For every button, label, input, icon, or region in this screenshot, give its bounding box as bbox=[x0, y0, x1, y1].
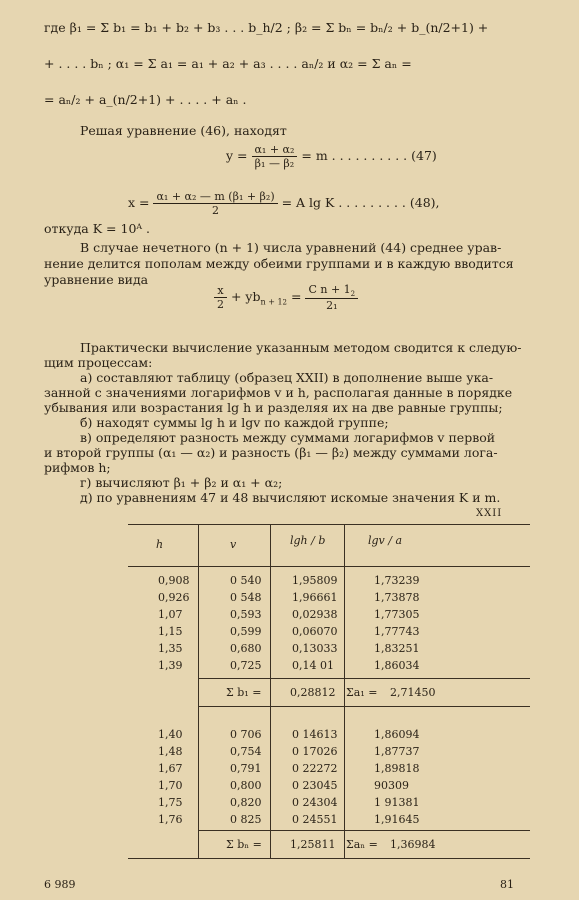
group1-row-6-lgh: 0,14 01 bbox=[292, 659, 334, 672]
sum2-b-value: 1,25811 bbox=[290, 838, 336, 851]
group1-row-5-lgh: 0,13033 bbox=[292, 642, 338, 655]
group1-row-1-lgv: 1,73239 bbox=[374, 574, 420, 587]
table-col-divider-2 bbox=[270, 524, 271, 859]
group2-row-3-lgh: 0 22272 bbox=[292, 762, 338, 775]
odd-eq-c-denominator: 2₁ bbox=[326, 299, 338, 313]
group2-row-1-h: 1,40 bbox=[158, 728, 183, 741]
odd-eq-equals: = bbox=[290, 289, 302, 305]
group1-row-3-lgh: 0,02938 bbox=[292, 608, 338, 621]
table-header-lgh: lgh / b bbox=[290, 534, 326, 547]
table-top-rule bbox=[128, 524, 530, 525]
group2-row-6-v: 0 825 bbox=[230, 813, 262, 826]
group2-row-5-v: 0,820 bbox=[230, 796, 262, 809]
odd-eq-middle-subscript-2: 2 bbox=[282, 298, 287, 307]
practical-line-1: Практически вычисление указанным методом сводится к следую- bbox=[80, 340, 522, 355]
group2-row-4-v: 0,800 bbox=[230, 779, 262, 792]
odd-paragraph-line-1: В случае нечетного (n + 1) числа уравнений (44) среднее урав- bbox=[80, 240, 502, 255]
group2-row-2-v: 0,754 bbox=[230, 745, 262, 758]
eq48-fraction bbox=[153, 190, 277, 217]
eq48-numerator: α₁ + α₂ — m (β₁ + β₂) bbox=[153, 190, 277, 204]
group2-row-4-lgv: 90309 bbox=[374, 779, 409, 792]
group1-row-3-v: 0,593 bbox=[230, 608, 262, 621]
group2-row-1-lgh: 0 14613 bbox=[292, 728, 338, 741]
eq47-fraction bbox=[252, 143, 298, 170]
step-d-line: г) вычисляют β₁ + β₂ и α₁ + α₂; bbox=[80, 475, 283, 490]
group1-row-5-v: 0,680 bbox=[230, 642, 262, 655]
group2-row-6-lgv: 1,91645 bbox=[374, 813, 420, 826]
group2-row-3-lgv: 1,89818 bbox=[374, 762, 420, 775]
table-sum1-bottom-rule bbox=[198, 706, 530, 707]
table-col-divider-3 bbox=[344, 524, 345, 859]
footer-page-number: 81 bbox=[500, 878, 514, 891]
sum2-a-label: Σaₙ = bbox=[346, 838, 378, 851]
eq48-rhs: = A lg K . . . . . . . . . (48), bbox=[281, 195, 440, 210]
table-header-v: v bbox=[230, 538, 237, 551]
group1-row-3-h: 1,07 bbox=[158, 608, 183, 621]
group2-row-5-h: 1,75 bbox=[158, 796, 183, 809]
group1-row-5-lgv: 1,83251 bbox=[374, 642, 420, 655]
sum1-a-label: Σa₁ = bbox=[346, 686, 378, 699]
table-col-divider-1 bbox=[198, 524, 199, 859]
group2-row-6-h: 1,76 bbox=[158, 813, 183, 826]
group1-row-2-lgv: 1,73878 bbox=[374, 591, 420, 604]
step-e-line: д) по уравнениям 47 и 48 вычисляют искомые значения K и m. bbox=[80, 490, 501, 505]
eq47-rhs: = m . . . . . . . . . . (47) bbox=[301, 148, 437, 163]
table-sum1-top-rule bbox=[198, 678, 530, 679]
group2-row-2-h: 1,48 bbox=[158, 745, 183, 758]
group1-row-4-h: 1,15 bbox=[158, 625, 183, 638]
data-table bbox=[128, 524, 530, 860]
odd-eq-x-denominator: 2 bbox=[217, 298, 224, 312]
group2-row-1-lgv: 1,86094 bbox=[374, 728, 420, 741]
group2-row-5-lgv: 1 91381 bbox=[374, 796, 420, 809]
table-bottom-rule bbox=[128, 858, 530, 859]
group1-row-4-lgh: 0,06070 bbox=[292, 625, 338, 638]
group2-row-6-lgh: 0 24551 bbox=[292, 813, 338, 826]
group2-row-3-v: 0,791 bbox=[230, 762, 262, 775]
step-c-line-3: рифмов h; bbox=[44, 460, 111, 475]
group1-row-4-lgv: 1,77743 bbox=[374, 625, 420, 638]
group1-row-6-v: 0,725 bbox=[230, 659, 262, 672]
table-number: XXII bbox=[476, 508, 503, 519]
odd-eq-c-num-subscript: 2 bbox=[350, 290, 356, 299]
odd-eq-middle-subscript: n + 1 bbox=[260, 297, 283, 307]
equation-48 bbox=[128, 190, 440, 217]
whence-line: откуда K = 10ᴬ . bbox=[44, 221, 151, 236]
odd-eq-x-fraction bbox=[214, 284, 227, 311]
table-header-h: h bbox=[156, 538, 164, 551]
step-b-line: б) находят суммы lg h и lgv по каждой группе; bbox=[80, 415, 389, 430]
step-a-line-1: а) составляют таблицу (образец XXII) в дополнение выше ука- bbox=[80, 370, 494, 385]
sum2-b-label: Σ bₙ = bbox=[226, 838, 262, 851]
group1-row-2-lgh: 1,96661 bbox=[292, 591, 338, 604]
group1-row-1-lgh: 1,95809 bbox=[292, 574, 338, 587]
sum2-a-value: 1,36984 bbox=[390, 838, 436, 851]
eq48-denominator: 2 bbox=[212, 204, 220, 217]
odd-equation bbox=[214, 283, 358, 312]
group1-row-4-v: 0,599 bbox=[230, 625, 262, 638]
odd-eq-c-fraction bbox=[305, 283, 358, 312]
odd-paragraph-line-2: нение делится пополам между обеими группами и в каждую вводится bbox=[44, 256, 514, 271]
step-a-line-2: занной с значениями логарифмов v и h, располагая данные в порядке bbox=[44, 385, 513, 400]
footer-left: 6 989 bbox=[44, 878, 76, 891]
odd-paragraph-line-3: уравнение вида bbox=[44, 272, 149, 287]
group2-row-1-v: 0 706 bbox=[230, 728, 262, 741]
table-sum2-top-rule bbox=[198, 830, 530, 831]
equation-47 bbox=[226, 143, 437, 170]
sum1-a-value: 2,71450 bbox=[390, 686, 436, 699]
group1-row-1-h: 0,908 bbox=[158, 574, 190, 587]
eq48-lhs: x = bbox=[128, 195, 150, 210]
step-c-line-2: и второй группы (α₁ — α₂) и разность (β₁ — β₂) между суммами лога- bbox=[44, 445, 498, 460]
group1-row-3-lgv: 1,77305 bbox=[374, 608, 420, 621]
eq47-lhs: y = bbox=[226, 148, 248, 163]
sum1-b-label: Σ b₁ = bbox=[226, 686, 262, 699]
group1-row-1-v: 0 540 bbox=[230, 574, 262, 587]
definition-line-3: = aₙ/₂ + a_(n/2+1) + . . . . + aₙ . bbox=[44, 92, 247, 107]
sum1-b-value: 0,28812 bbox=[290, 686, 336, 699]
odd-eq-c-num-text: C n + 1 bbox=[308, 283, 351, 296]
group2-row-4-h: 1,70 bbox=[158, 779, 183, 792]
group2-row-4-lgh: 0 23045 bbox=[292, 779, 338, 792]
group1-row-2-h: 0,926 bbox=[158, 591, 190, 604]
eq47-denominator: β₁ — β₂ bbox=[254, 157, 295, 170]
eq47-numerator: α₁ + α₂ bbox=[252, 143, 298, 157]
odd-eq-x-numerator: x bbox=[214, 284, 227, 298]
step-a-line-3: убывания или возрастания lg h и разделяя их на две равные группы; bbox=[44, 400, 503, 415]
group2-row-2-lgv: 1,87737 bbox=[374, 745, 420, 758]
table-header-rule bbox=[128, 566, 530, 567]
group2-row-5-lgh: 0 24304 bbox=[292, 796, 338, 809]
odd-eq-middle: + yb bbox=[230, 289, 261, 305]
group2-row-3-h: 1,67 bbox=[158, 762, 183, 775]
solve-line: Решая уравнение (46), находят bbox=[80, 123, 287, 138]
step-c-line-1: в) определяют разность между суммами логарифмов v первой bbox=[80, 430, 496, 445]
group1-row-2-v: 0 548 bbox=[230, 591, 262, 604]
table-header-lgv: lgv / a bbox=[368, 534, 403, 547]
definition-line-2: + . . . . bₙ ; α₁ = Σ a₁ = a₁ + a₂ + a₃ . . . . aₙ/₂ и α₂ = Σ aₙ = bbox=[44, 56, 412, 71]
group1-row-6-h: 1,39 bbox=[158, 659, 183, 672]
practical-line-2: щим процессам: bbox=[44, 355, 153, 370]
definition-line-1: где β₁ = Σ b₁ = b₁ + b₂ + b₃ . . . b_h/2 ; β₂ = Σ bₙ = bₙ/₂ + b_(n/2+1) + bbox=[44, 20, 489, 35]
group1-row-5-h: 1,35 bbox=[158, 642, 183, 655]
odd-eq-c-numerator bbox=[305, 283, 358, 299]
group1-row-6-lgv: 1,86034 bbox=[374, 659, 420, 672]
group2-row-2-lgh: 0 17026 bbox=[292, 745, 338, 758]
